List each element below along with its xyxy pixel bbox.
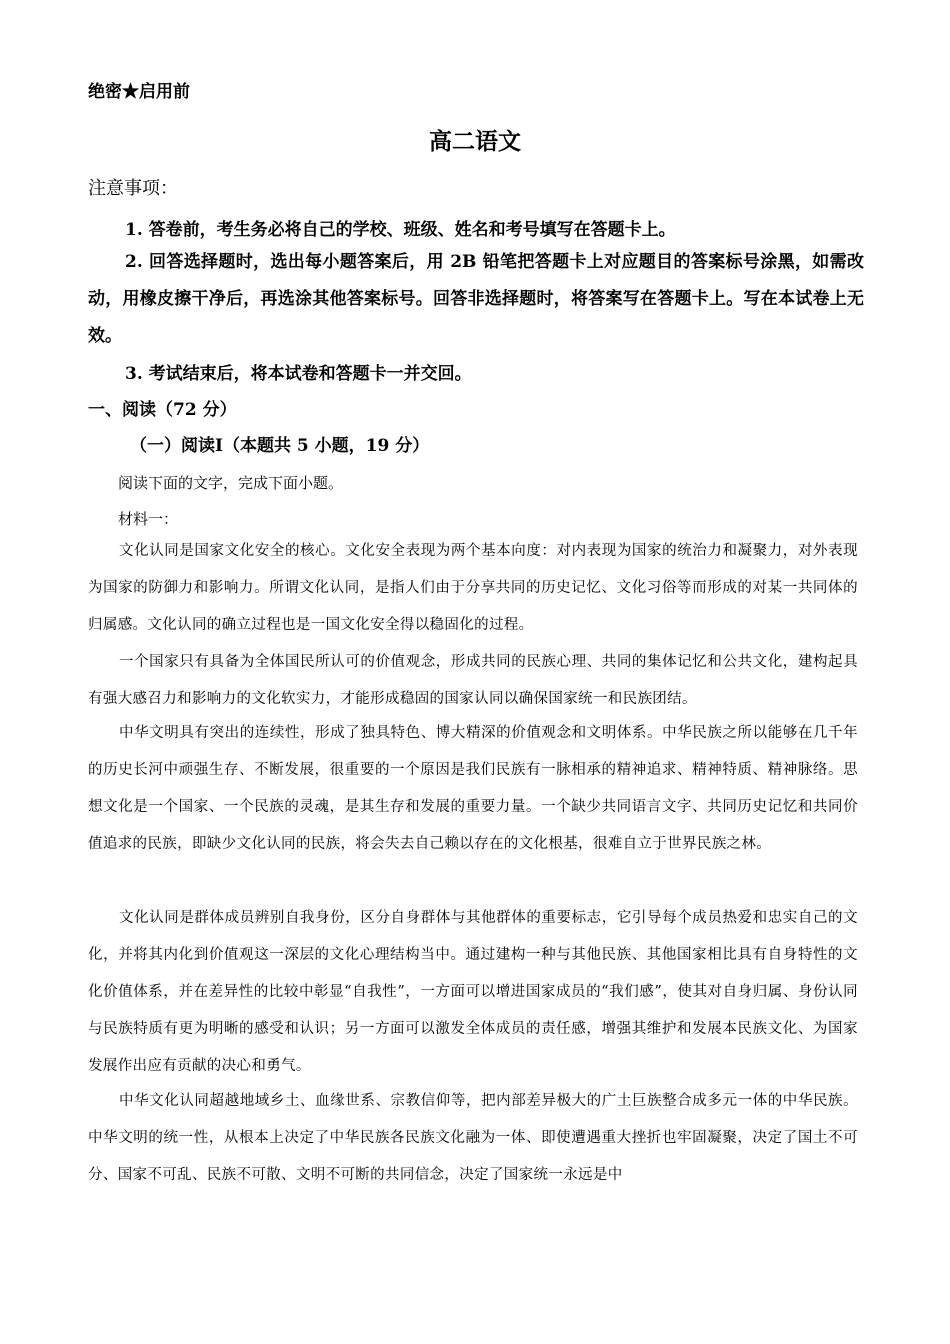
body-paragraph: 中华文明具有突出的连续性，形成了独具特色、博大精深的价值观念和文明体系。中华民族之所以能够在几千年的历史长河中顽强生存、不断发展，很重要的一个原因是我们民族有一脉相承的精神追求、精神特质、精神脉络。思想文化是一个国家、一个民族的灵魂，是其生存和发展的重要力量。一个缺少共同语言文字、共同历史记忆和共同价值追求的民族，即缺少文化认同的民族，将会失去自己赖以存在的文化根基，很难自立于世界民族之林。 [88, 725, 858, 852]
body-paragraph: 文化认同是群体成员辨别自我身份，区分自身群体与其他群体的重要标志，它引导每个成员热爱和忠实自己的文化，并将其内化到价值观这一深层的文化心理结构当中。通过建构一种与其他民族、其他国家相比具有自身特性的文化价值体系，并在差异性的比较中彰显“自我性”，一方面可以增进国家成员的“我们感”，使其对自身归属、身份认同与民族特质有更为明晰的感受和认识；另一方面可以激发全体成员的责任感，增强其维护和发展本民族文化、为国家发展作出应有贡献的决心和勇气。 [88, 910, 858, 1074]
reading-instruction: 阅读下面的文字，完成下面小题。 [118, 474, 344, 492]
body-paragraph: 中华文化认同超越地域乡土、血缘世系、宗教信仰等，把内部差异极大的广土巨族整合成多元一体的中华民族。中华文明的统一性，从根本上决定了中华民族各民族文化融为一体、即使遭遇重大挫折也牢固凝聚，决定了国土不可分、国家不可乱、民族不可散、文明不可断的共同信念，决定了国家统一永远是中 [88, 1093, 858, 1183]
notice-item-3: 3. 考试结束后，将本试卷和答题卡一并交回。 [125, 364, 472, 384]
page-title: 高二语文 [429, 128, 521, 155]
material-label: 材料一： [118, 510, 179, 528]
confidential-mark: 绝密★启用前 [88, 82, 190, 102]
notice-item-1: 1. 答卷前，考生务必将自己的学校、班级、姓名和考号填写在答题卡上。 [125, 220, 676, 240]
subsection-heading: （一）阅读Ⅰ（本题共 5 小题，19 分） [130, 436, 430, 456]
notice-item-2: 2. 回答选择题时，选出每小题答案后，用 2B 铅笔把答题卡上对应题目的答案标号涂黑，如需改动，用橡皮擦干净后，再选涂其他答案标号。回答非选择题时，将答案写在答题卡上。写在本试卷上无效。 [88, 252, 864, 346]
body-paragraph: 文化认同是国家文化安全的核心。文化安全表现为两个基本向度：对内表现为国家的统治力和凝聚力，对外表现为国家的防御力和影响力。所谓文化认同，是指人们由于分享共同的历史记忆、文化习俗等而形成的对某一共同体的归属感。文化认同的确立过程也是一国文化安全得以稳固化的过程。 [88, 543, 858, 633]
body-paragraph: 一个国家只有具备为全体国民所认可的价值观念，形成共同的民族心理、共同的集体记忆和公共文化，建构起具有强大感召力和影响力的文化软实力，才能形成稳固的国家认同以确保国家统一和民族团结。 [88, 654, 858, 707]
notice-heading: 注意事项： [88, 178, 178, 199]
section-heading: 一、阅读（72 分） [88, 400, 237, 420]
